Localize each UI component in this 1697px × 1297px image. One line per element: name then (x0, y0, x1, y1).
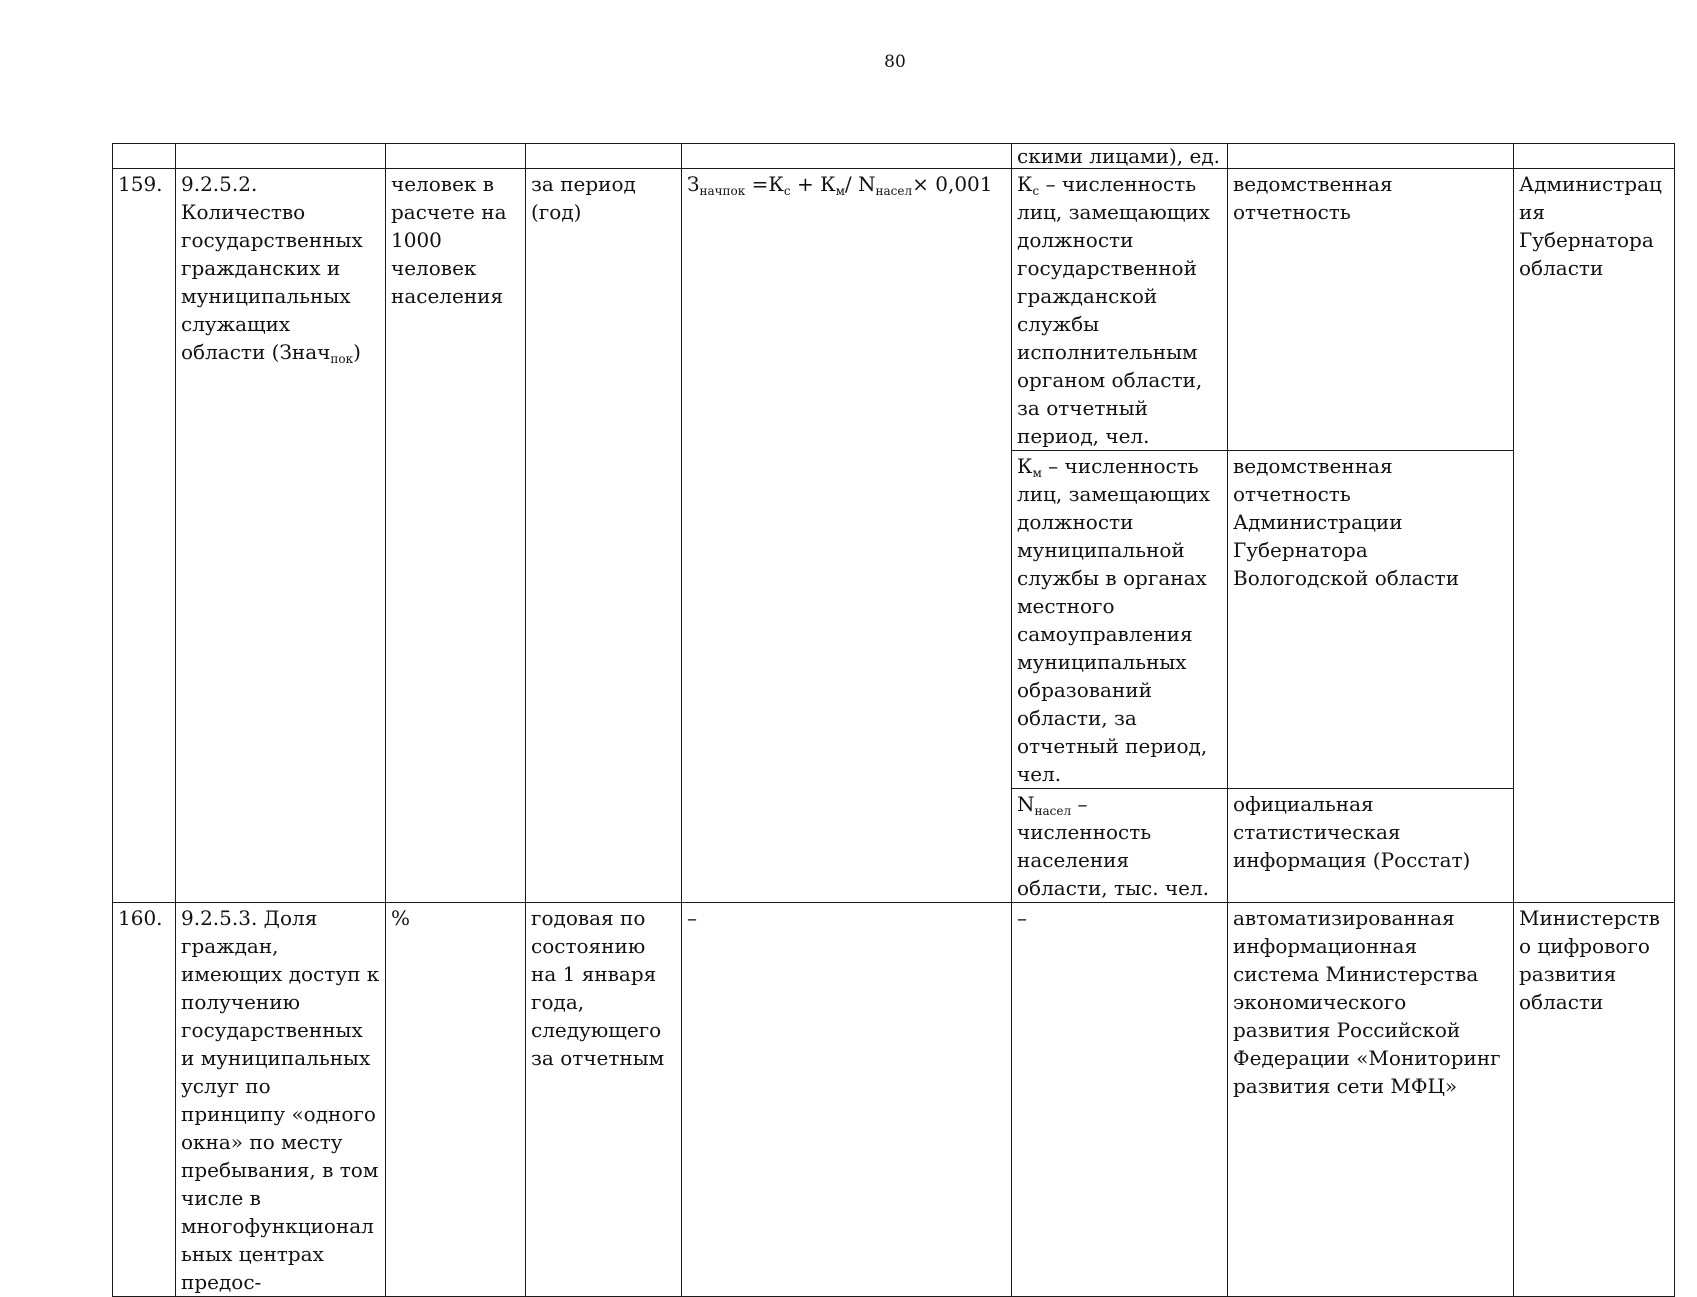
cell-empty (682, 144, 1012, 169)
cell-empty (113, 144, 176, 169)
page-number: 80 (884, 52, 906, 72)
variable-description: – численность лиц, замещающих должности муниципальной службы в органах местного самоуправления муниципальных образований области, за отчетный период, чел. (1017, 454, 1210, 786)
cell-unit: % (386, 903, 526, 1297)
formula-part: =К (745, 172, 784, 196)
indicator-table (112, 143, 1675, 1297)
formula-part: / N (844, 172, 876, 196)
variable-symbol: N (1017, 792, 1035, 816)
cell-indicator-name: 9.2.5.3. Доля граждан, имеющих доступ к получению государственных и муниципальных услуг по принципу «одного окна» по месту пребывания, в том числе в многофункциональных центрах предос- (176, 903, 386, 1297)
cell-period: годовая по состоянию на 1 января года, следующего за отчетным (526, 903, 682, 1297)
indicator-subscript: пок (330, 352, 354, 366)
cell-variable: – (1012, 903, 1228, 1297)
formula-sub: с (783, 184, 791, 198)
table-row-160 (113, 903, 1675, 1297)
variable-description: – численность населения области, тыс. чел. (1017, 792, 1210, 900)
formula-lhs: З (687, 172, 700, 196)
cell-row-number: 160. (113, 903, 176, 1297)
cell-data-source: официальная статистическая информация (Росстат) (1228, 789, 1514, 903)
cell-empty (386, 144, 526, 169)
table-row-159 (113, 169, 1675, 451)
cell-row-number: 159. (113, 169, 176, 903)
cell-data-source: ведомственная отчетность (1228, 169, 1514, 451)
formula-lhs-sub: начпок (699, 184, 746, 198)
cell-empty (1228, 144, 1514, 169)
cell-unit: человек в расчете на 1000 человек населения (386, 169, 526, 903)
cell-formula: – (682, 903, 1012, 1297)
variable-symbol-sub: с (1032, 184, 1040, 198)
variable-symbol: К (1017, 172, 1033, 196)
continuation-row (113, 144, 1675, 169)
variable-symbol: К (1017, 454, 1033, 478)
variable-description: – численность лиц, замещающих должности государственной гражданской службы исполнительным органом области, за отчетный период, чел. (1017, 172, 1210, 448)
formula-sub: м (835, 184, 845, 198)
cell-variable (1012, 451, 1228, 789)
cell-responsible: Министерство цифрового развития области (1514, 903, 1675, 1297)
cell-empty (176, 144, 386, 169)
cell-empty (526, 144, 682, 169)
indicator-close: ) (353, 340, 361, 364)
formula-sub: насел (875, 184, 913, 198)
formula-part: + К (790, 172, 836, 196)
cell-variable-continued: скими лицами), ед. (1012, 144, 1228, 169)
cell-empty (1514, 144, 1675, 169)
cell-formula (682, 169, 1012, 903)
formula-part: × 0,001 (912, 172, 993, 196)
cell-period: за период (год) (526, 169, 682, 903)
cell-data-source: автоматизированная информационная система Министерства экономического развития Российской Федерации «Мониторинг развития сети МФЦ» (1228, 903, 1514, 1297)
variable-symbol-sub: насел (1034, 804, 1072, 818)
indicator-text: 9.2.5.2. Количество государственных гражданских и муниципальных служащих области (Знач (181, 172, 363, 364)
cell-variable (1012, 169, 1228, 451)
cell-indicator-name (176, 169, 386, 903)
cell-variable (1012, 789, 1228, 903)
cell-responsible: Администрация Губернатора области (1514, 169, 1675, 903)
cell-data-source: ведомственная отчетность Администрации Губернатора Вологодской области (1228, 451, 1514, 789)
variable-symbol-sub: м (1032, 466, 1042, 480)
